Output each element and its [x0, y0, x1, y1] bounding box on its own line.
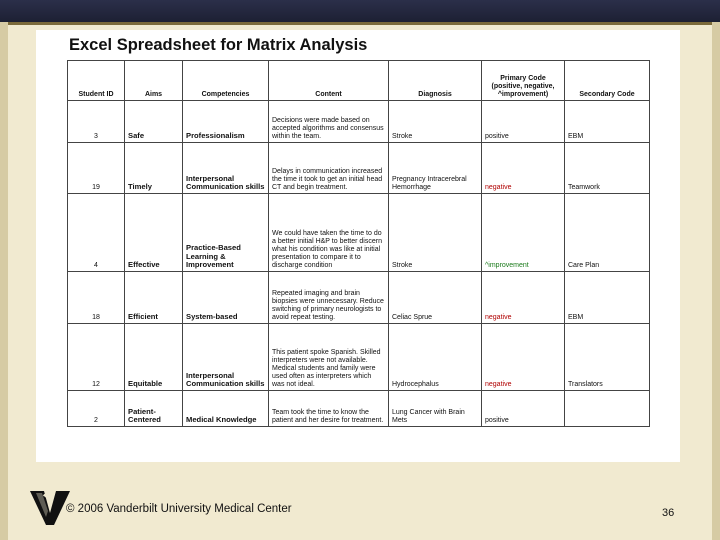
cell-student-id: 18 [68, 272, 125, 324]
table-row [68, 272, 650, 324]
cell-primary-code: negative [482, 272, 565, 324]
header-competencies: Competencies [183, 61, 269, 101]
cell-secondary-code [565, 391, 650, 427]
table-row [68, 194, 650, 272]
cell-diagnosis: Celiac Sprue [389, 272, 482, 324]
cell-aim: Equitable [125, 324, 183, 391]
cell-secondary-code: EBM [565, 101, 650, 143]
cell-content: Decisions were made based on accepted algorithms and consensus within the team. [269, 101, 389, 143]
cell-student-id: 19 [68, 143, 125, 194]
table-row [68, 324, 650, 391]
top-bar [0, 0, 720, 22]
cell-secondary-code: EBM [565, 272, 650, 324]
table-row [68, 101, 650, 143]
cell-primary-code: negative [482, 324, 565, 391]
cell-student-id: 3 [68, 101, 125, 143]
cell-competency: System-based [183, 272, 269, 324]
table-row [68, 391, 650, 427]
table-row [68, 143, 650, 194]
cell-content: Team took the time to know the patient and her desire for treatment. [269, 391, 389, 427]
header-aims: Aims [125, 61, 183, 101]
cell-diagnosis: Lung Cancer with Brain Mets [389, 391, 482, 427]
right-frame-edge [712, 22, 720, 540]
cell-competency: Practice-Based Learning & Improvement [183, 194, 269, 272]
cell-aim: Patient-Centered [125, 391, 183, 427]
vanderbilt-v-logo-icon [30, 487, 70, 527]
cell-competency: Medical Knowledge [183, 391, 269, 427]
cell-student-id: 12 [68, 324, 125, 391]
slide-title: Excel Spreadsheet for Matrix Analysis [69, 36, 368, 54]
cell-aim: Effective [125, 194, 183, 272]
cell-student-id: 4 [68, 194, 125, 272]
cell-diagnosis: Hydrocephalus [389, 324, 482, 391]
header-diagnosis: Diagnosis [389, 61, 482, 101]
cell-competency: Interpersonal Communication skills [183, 143, 269, 194]
cell-primary-code: ^improvement [482, 194, 565, 272]
cell-content: Repeated imaging and brain biopsies were unnecessary. Reduce switching of primary neurologists to avoid repeat testing. [269, 272, 389, 324]
header-secondary-code: Secondary Code [565, 61, 650, 101]
header-student-id: Student ID [68, 61, 125, 101]
cell-diagnosis: Pregnancy Intracerebral Hemorrhage [389, 143, 482, 194]
cell-primary-code: positive [482, 101, 565, 143]
cell-diagnosis: Stroke [389, 194, 482, 272]
cell-aim: Safe [125, 101, 183, 143]
cell-content: This patient spoke Spanish. Skilled interpreters were not available. Medical students and family were used often as interpreters which was not ideal. [269, 324, 389, 391]
cell-primary-code: positive [482, 391, 565, 427]
cell-competency: Interpersonal Communication skills [183, 324, 269, 391]
cell-secondary-code: Teamwork [565, 143, 650, 194]
cell-competency: Professionalism [183, 101, 269, 143]
page-number: 36 [662, 507, 675, 519]
cell-content: Delays in communication increased the time it took to get an initial head CT and begin treatment. [269, 143, 389, 194]
cell-secondary-code: Care Plan [565, 194, 650, 272]
cell-primary-code: negative [482, 143, 565, 194]
cell-secondary-code: Translators [565, 324, 650, 391]
matrix-table [67, 60, 650, 427]
cell-aim: Timely [125, 143, 183, 194]
cell-diagnosis: Stroke [389, 101, 482, 143]
footer-copyright: © 2006 Vanderbilt University Medical Center [66, 503, 292, 515]
header-content: Content [269, 61, 389, 101]
table-header-row [68, 61, 650, 101]
left-frame-edge [0, 22, 8, 540]
cell-student-id: 2 [68, 391, 125, 427]
cell-aim: Efficient [125, 272, 183, 324]
cell-content: We could have taken the time to do a better initial H&P to better discern what his condition was like at initial presentation to compare it to discharge condition [269, 194, 389, 272]
slide-content [36, 30, 680, 462]
header-primary-code: Primary Code (positive, negative, ^improvement) [482, 61, 565, 101]
